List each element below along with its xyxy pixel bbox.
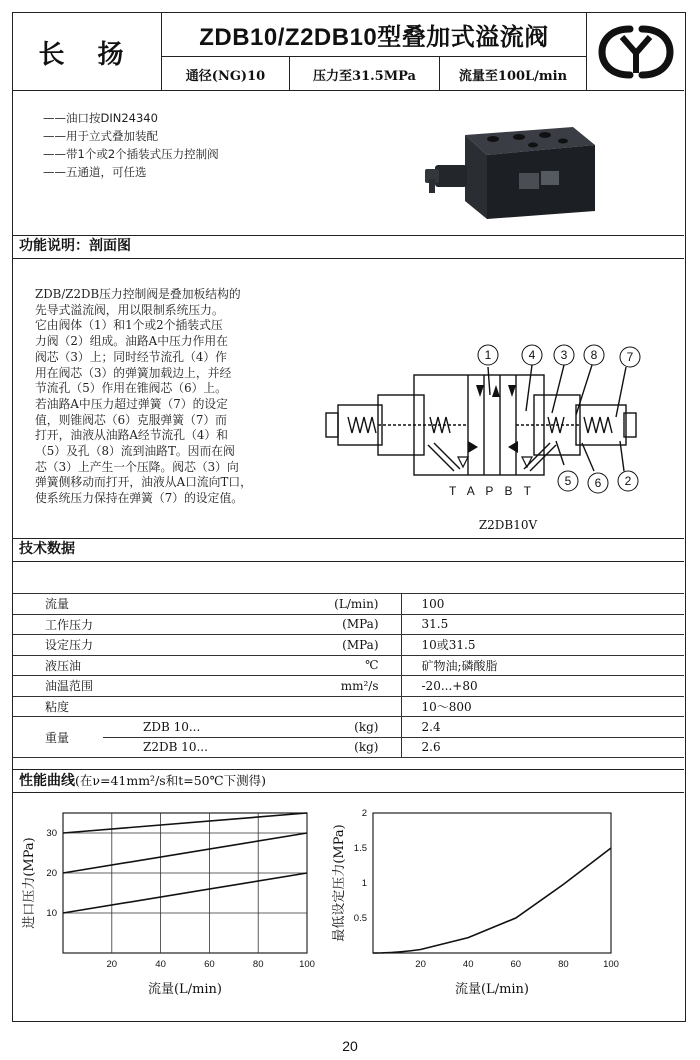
spec-row — [162, 57, 586, 91]
feature-item: ——油口按DIN24340 — [43, 111, 158, 125]
callout-label: 3 — [560, 348, 568, 362]
section-curves-title — [13, 769, 684, 793]
param-value: -20...+80 — [401, 676, 684, 697]
table-row — [13, 737, 684, 758]
callout-label: 4 — [528, 348, 536, 362]
description-line: （5）及孔（8）流到油路T。因而在阀 — [35, 444, 235, 459]
x-tick-label: 60 — [204, 959, 215, 970]
callout-label: 8 — [590, 348, 598, 362]
param-model: ZDB 10... — [103, 717, 313, 738]
feature-item: ——用于立式叠加装配 — [43, 129, 158, 143]
series-line — [63, 873, 307, 913]
curves-title: 性能曲线 — [19, 773, 75, 789]
description-line: 芯（3）上产生一个压降。阀芯（3）向 — [35, 459, 239, 474]
x-tick-label: 60 — [510, 959, 522, 970]
y-axis-label: 最低设定压力(MPa) — [332, 824, 347, 942]
plot-frame — [373, 813, 611, 953]
table-row — [13, 676, 684, 697]
x-axis-label: 流量(L/min) — [454, 982, 530, 997]
description-line: 阀芯（3）上；同时经节流孔（4）作 — [35, 349, 227, 364]
sectional-view-diagram — [318, 325, 668, 535]
param-unit: (kg) — [313, 737, 401, 758]
param-model — [103, 655, 313, 676]
callout-label: 5 — [564, 474, 572, 488]
table-row — [13, 594, 684, 615]
x-tick-label: 20 — [415, 959, 426, 970]
callout-label: 1 — [484, 348, 492, 362]
description-line: 力阀（2）组成。油路A中压力作用在 — [35, 334, 228, 349]
param-name: 重量 — [13, 717, 103, 758]
x-axis-label: 流量(L/min) — [147, 982, 223, 997]
param-unit — [313, 696, 401, 717]
description-line: 打开，油液从油路A经节流孔（4）和 — [35, 428, 228, 443]
description-line: 使系统压力保持在弹簧（7）的设定值。 — [35, 491, 244, 506]
param-unit: (MPa) — [313, 635, 401, 656]
tech-data-table — [13, 593, 684, 758]
param-value: 10～800 — [401, 696, 684, 717]
description-line: 先导式溢流阀，用以限制系统压力。 — [35, 302, 224, 317]
description-line: 值，则锥阀芯（6）克服弹簧（7）而 — [35, 412, 227, 427]
model-label: Z2DB10V — [478, 518, 538, 532]
y-tick-label: 20 — [46, 868, 57, 879]
x-tick-label: 100 — [299, 959, 315, 970]
param-value: 2.4 — [401, 717, 684, 738]
series-line — [373, 848, 611, 953]
header — [13, 13, 684, 91]
brand-name: 长 扬 — [13, 13, 162, 91]
y-tick-label: 30 — [46, 828, 57, 839]
section-tech-title: 技术数据 — [13, 538, 684, 562]
cy-logo-icon — [586, 13, 684, 91]
x-tick-label: 40 — [155, 959, 166, 970]
param-name: 设定压力 — [13, 635, 103, 656]
function-description — [35, 287, 323, 507]
description-line: 节流孔（5）作用在锥阀芯（6）上。 — [35, 381, 227, 396]
param-unit: ℃ — [313, 655, 401, 676]
inlet-pressure-chart — [13, 793, 333, 1013]
valve-photo — [423, 115, 603, 225]
param-value: 10或31.5 — [401, 635, 684, 656]
param-unit: mm²/s — [313, 676, 401, 697]
param-name: 油温范围 — [13, 676, 103, 697]
callout-label: 7 — [626, 350, 634, 364]
param-name: 流量 — [13, 594, 103, 615]
param-value: 矿物油;磷酸脂 — [401, 655, 684, 676]
param-model: Z2DB 10... — [103, 737, 313, 758]
feature-item: ——五通道，可任选 — [43, 165, 147, 179]
y-tick-label: 2 — [361, 808, 367, 819]
param-model — [103, 696, 313, 717]
table-row — [13, 655, 684, 676]
x-tick-label: 80 — [252, 959, 264, 970]
y-tick-label: 0.5 — [353, 913, 367, 924]
param-value: 31.5 — [401, 614, 684, 635]
table-row — [13, 717, 684, 738]
param-model — [103, 676, 313, 697]
page-number: 20 — [342, 1038, 358, 1054]
curves-subtitle: (在ν=41mm²/s和t=50℃下测得) — [75, 773, 266, 788]
spec-flow: 流量至100L/min — [458, 68, 568, 84]
table-row — [13, 635, 684, 656]
x-tick-label: 40 — [462, 959, 474, 970]
port-labels: T A P B T — [448, 484, 536, 498]
description-line: 若油路A中压力超过弹簧（7）的设定 — [35, 396, 228, 411]
param-unit: (L/min) — [313, 594, 401, 615]
x-tick-label: 20 — [106, 959, 118, 970]
section-function-title: 功能说明：剖面图 — [13, 235, 684, 259]
param-unit: (MPa) — [313, 614, 401, 635]
table-row — [13, 614, 684, 635]
y-tick-label: 10 — [46, 908, 57, 919]
description-line: ZDB/Z2DB压力控制阀是叠加板结构的 — [35, 287, 241, 301]
y-tick-label: 1.5 — [353, 843, 367, 854]
x-tick-label: 80 — [558, 959, 569, 970]
series-line — [63, 813, 307, 833]
callout-label: 6 — [594, 476, 602, 490]
param-model — [103, 635, 313, 656]
param-name: 工作压力 — [13, 614, 103, 635]
param-name: 液压油 — [13, 655, 103, 676]
callout-label: 2 — [624, 474, 632, 488]
table-row — [13, 696, 684, 717]
product-title: ZDB10/Z2DB10型叠加式溢流阀 — [162, 13, 586, 57]
description-line: 它由阀体（1）和1个或2个插装式压 — [35, 318, 223, 333]
spec-bore: 通径(NG)10 — [162, 57, 290, 91]
param-model — [103, 594, 313, 615]
param-value: 100 — [401, 594, 684, 615]
x-tick-label: 100 — [603, 959, 619, 970]
plot-frame — [63, 813, 307, 953]
description-line: 弹簧侧移动而打开，油液从A口流向T口， — [35, 475, 252, 490]
series-line — [63, 833, 307, 873]
description-line: 用在阀芯（3）的弹簧加载边上，并经 — [35, 365, 232, 380]
datasheet-frame — [12, 12, 686, 1022]
y-tick-label: 1 — [361, 878, 367, 889]
param-unit: (kg) — [313, 717, 401, 738]
spec-pressure: 压力至31.5MPa — [290, 57, 440, 91]
min-pressure-chart — [323, 793, 623, 1013]
param-name: 粘度 — [13, 696, 103, 717]
param-model — [103, 614, 313, 635]
feature-item: ——带1个或2个插装式压力控制阀 — [43, 147, 219, 161]
y-axis-label: 进口压力(MPa) — [22, 837, 37, 929]
param-value: 2.6 — [401, 737, 684, 758]
feature-list — [43, 109, 219, 181]
